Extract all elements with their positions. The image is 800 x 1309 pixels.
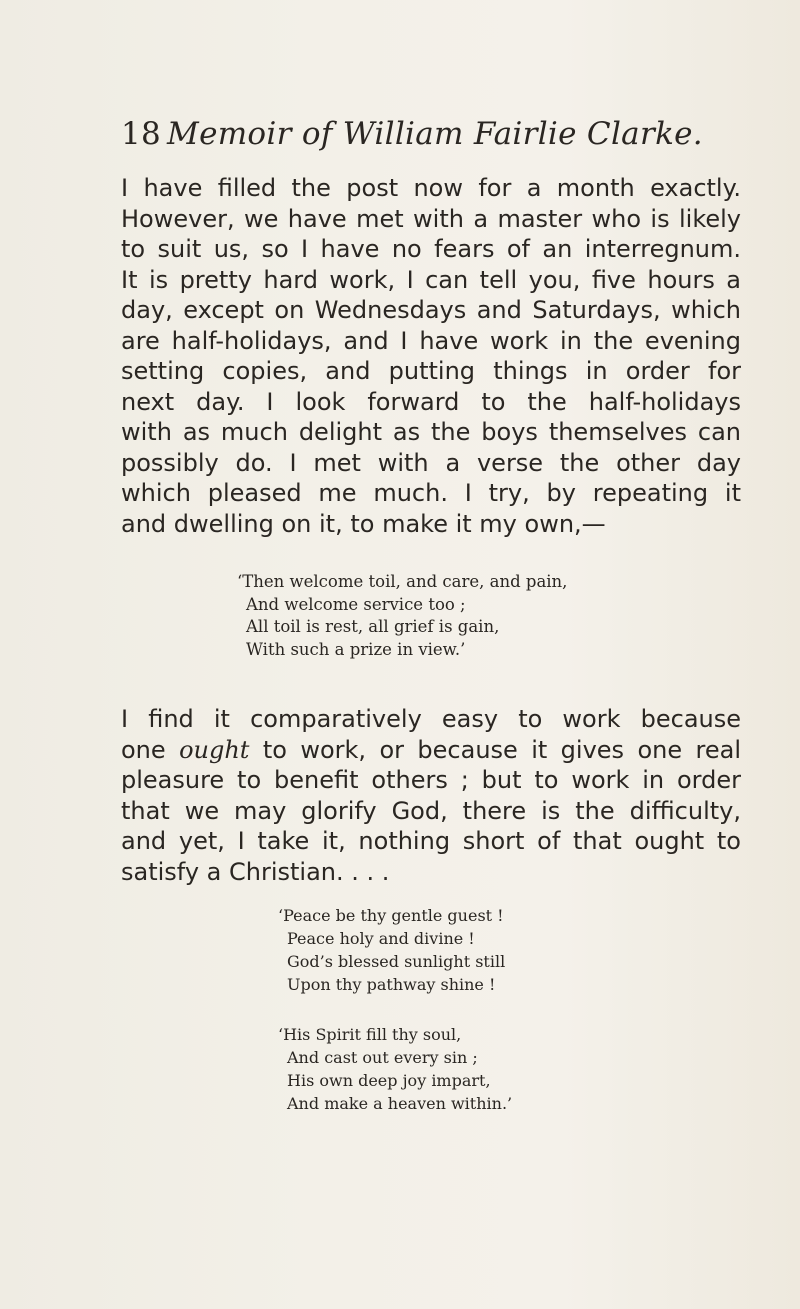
- running-title: Memoir of William Fairlie Clarke.: [167, 116, 703, 152]
- verse-line: His own deep joy impart,: [287, 1071, 491, 1090]
- text-line: and dwelling on it, to make it my own,—: [121, 509, 606, 538]
- text-line: and yet, I take it, nothing short of that ought to: [121, 827, 741, 855]
- verse-line: Peace holy and divine !: [287, 929, 475, 948]
- text-line: day, except on Wednesdays and Saturdays, which: [121, 296, 741, 324]
- paragraph-1: [121, 173, 741, 539]
- verse-line: With such a prize in view.’: [246, 639, 466, 659]
- running-header: [121, 116, 703, 152]
- text-line: are half-holidays, and I have work in the evening: [121, 326, 741, 355]
- verse-line: And welcome service too ;: [246, 594, 466, 614]
- text-line: [121, 735, 741, 766]
- emphasized-word: ought: [179, 735, 250, 764]
- text-line: satisfy a Christian. . . .: [121, 857, 390, 886]
- verse-line: ‘Then welcome toil, and care, and pain,: [237, 572, 568, 591]
- text-line: which pleased me much. I try, by repeating it: [121, 479, 741, 507]
- verse-line: And make a heaven within.’: [287, 1094, 513, 1113]
- text-line: I find it comparatively easy to work because: [121, 705, 741, 733]
- verse-line: All toil is rest, all grief is gain,: [246, 617, 500, 636]
- text-line: possibly do. I met with a verse the other day: [121, 448, 741, 477]
- text-line: that we may glorify God, there is the difficulty,: [121, 796, 741, 825]
- text-line: with as much delight as the boys themselves can: [121, 418, 741, 446]
- text-line: However, we have met with a master who is likely: [121, 204, 741, 233]
- verse-line: And cast out every sin ;: [287, 1048, 478, 1067]
- text-fragment: one: [121, 735, 180, 764]
- verse-line: Upon thy pathway shine !: [287, 975, 496, 994]
- text-line: to suit us, so I have no fears of an interregnum.: [121, 235, 741, 263]
- text-line: pleasure to benefit others ; but to work in order: [121, 766, 741, 794]
- verse-2: [278, 904, 505, 996]
- verse-3: [278, 1023, 512, 1115]
- verse-line: ‘His Spirit fill thy soul,: [278, 1025, 462, 1044]
- text-line: next day. I look forward to the half-holidays: [121, 387, 741, 416]
- verse-line: God’s blessed sunlight still: [287, 952, 506, 971]
- verse-1: [237, 571, 567, 661]
- page-number: 18: [121, 116, 162, 152]
- paragraph-2: [121, 704, 741, 887]
- text-fragment: to work, or because it gives one real: [249, 735, 742, 764]
- text-line: setting copies, and putting things in order for: [121, 357, 741, 385]
- verse-line: ‘Peace be thy gentle guest !: [278, 906, 504, 925]
- text-line: It is pretty hard work, I can tell you, five hours a: [121, 265, 741, 294]
- text-line: I have filled the post now for a month exactly.: [121, 174, 741, 202]
